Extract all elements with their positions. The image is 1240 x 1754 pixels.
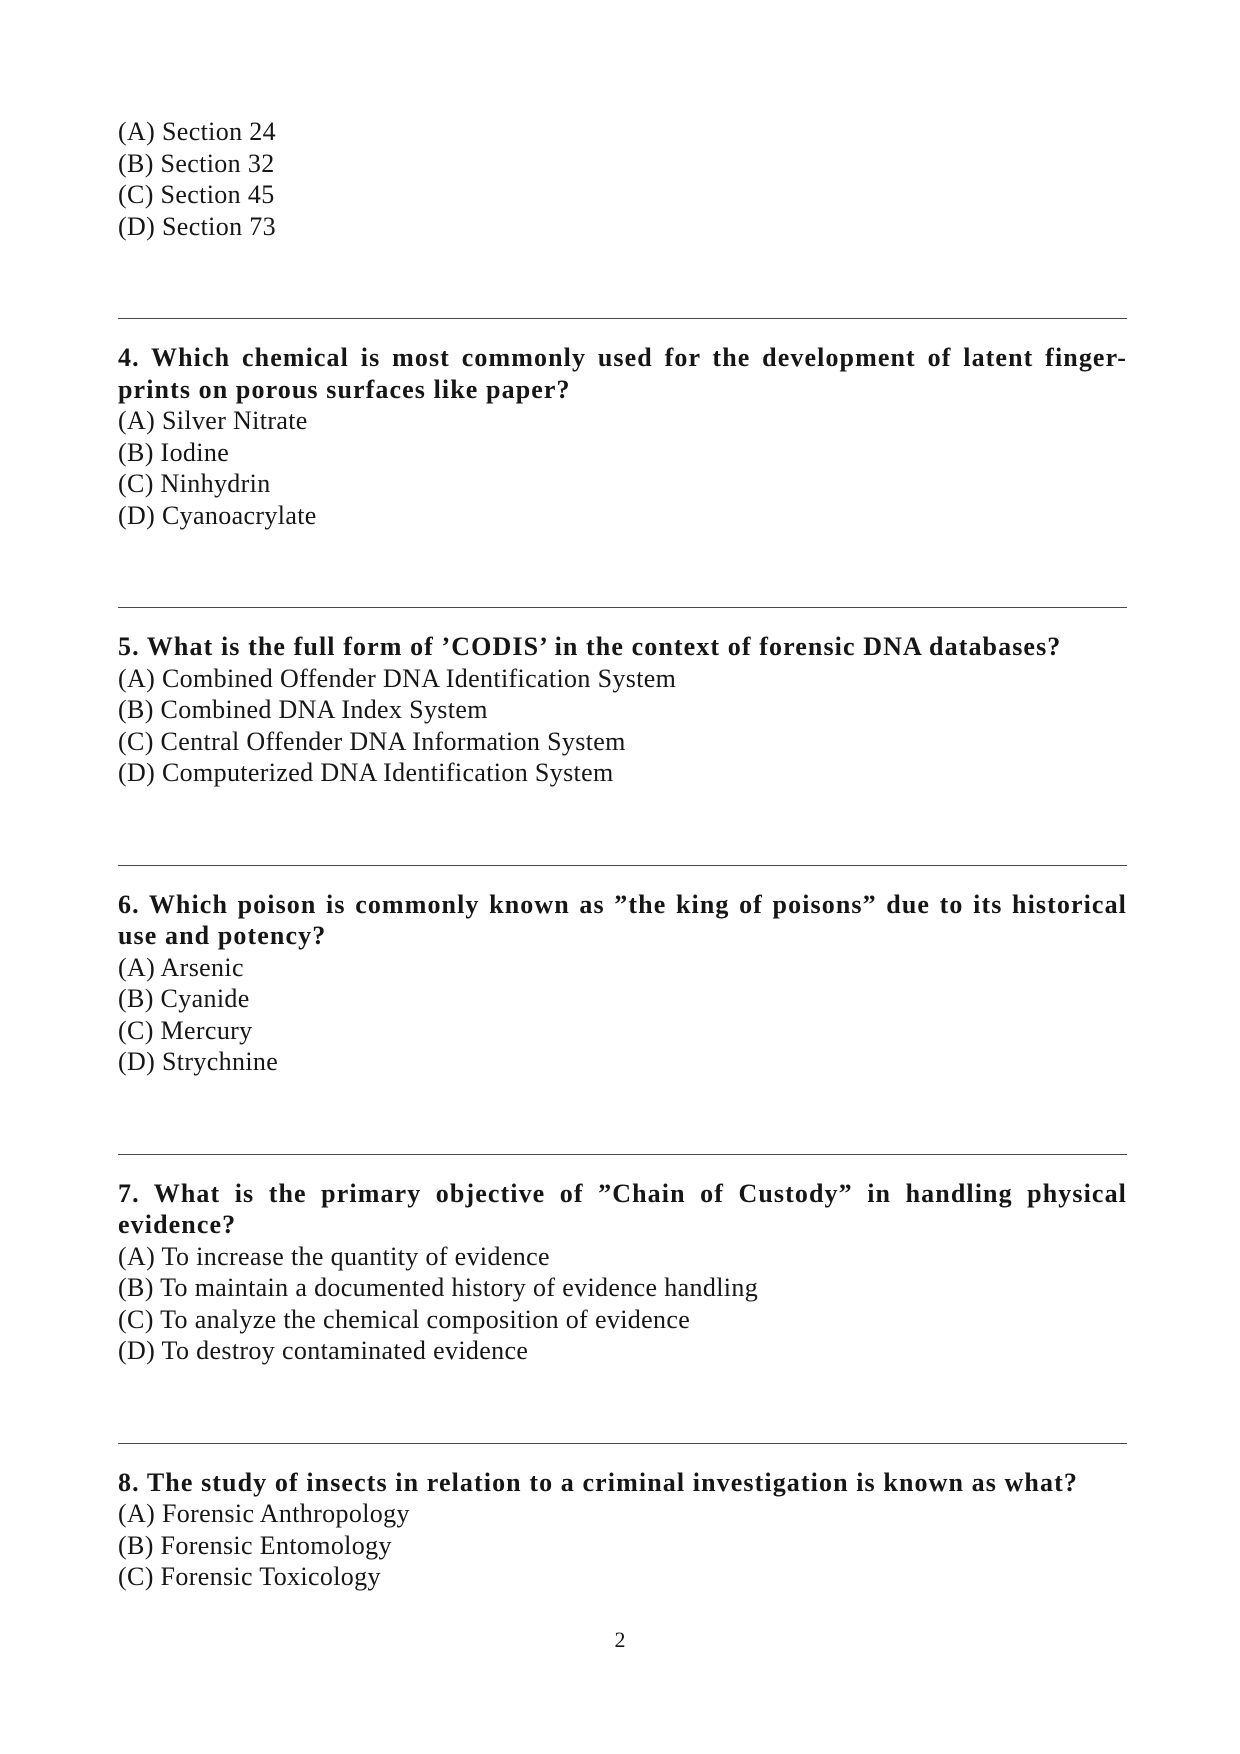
question-title-line: 8. The study of insects in relation to a criminal investigation is known as what? [118, 1467, 1078, 1497]
option-item: (B) To maintain a documented history of evidence handling [118, 1273, 759, 1302]
option-item: (D) Computerized DNA Identification System [118, 758, 614, 787]
option-item: (D) Cyanoacrylate [118, 500, 317, 530]
option-item: (D) To destroy contaminated evidence [118, 1336, 529, 1365]
question-title-line: 6. Which poison is commonly known as ”the king of poisons” due to its historical [118, 889, 1127, 919]
question-title-line: prints on porous surfaces like paper? [118, 374, 571, 404]
option-item: (D) Strychnine [118, 1047, 279, 1076]
question-block-6 [118, 889, 1127, 1078]
section-divider [118, 865, 1127, 866]
section-divider [118, 1443, 1127, 1444]
option-item: (A) Section 24 [118, 117, 276, 146]
question-title [118, 342, 1127, 405]
question-block-5 [118, 631, 1127, 789]
option-item: (B) Forensic Entomology [118, 1530, 392, 1560]
option-item: (C) Ninhydrin [118, 469, 271, 498]
section-divider [118, 318, 1127, 319]
option-item: (A) Forensic Anthropology [118, 1499, 410, 1528]
option-item: (B) Cyanide [118, 984, 250, 1013]
option-item: (B) Section 32 [118, 148, 275, 178]
option-item: (A) To increase the quantity of evidence [118, 1241, 550, 1271]
question-title [118, 631, 1127, 663]
page-content [118, 116, 1127, 1593]
option-item: (B) Combined DNA Index System [118, 695, 488, 724]
question-title-line: 5. What is the full form of ’CODIS’ in the context of forensic DNA databases? [118, 632, 1062, 661]
question-block-8 [118, 1467, 1127, 1593]
previous-question-options [118, 116, 1127, 242]
question-title [118, 1178, 1127, 1241]
options-list [118, 1241, 1127, 1367]
page-number: 2 [614, 1627, 626, 1652]
question-title [118, 1467, 1127, 1499]
question-title-line: use and potency? [118, 921, 327, 950]
option-item: (C) Mercury [118, 1015, 253, 1045]
options-list [118, 952, 1127, 1078]
option-item: (B) Iodine [118, 437, 230, 467]
question-title [118, 889, 1127, 952]
question-title-line: 7. What is the primary objective of ”Chain of Custody” in handling physical [118, 1178, 1127, 1208]
question-title-line: evidence? [118, 1210, 237, 1239]
option-item: (C) To analyze the chemical composition of evidence [118, 1304, 691, 1334]
option-item: (C) Forensic Toxicology [118, 1562, 381, 1591]
section-divider [118, 1154, 1127, 1155]
question-block-7 [118, 1178, 1127, 1367]
options-list [118, 663, 1127, 789]
options-list [118, 1498, 1127, 1593]
option-item: (A) Arsenic [118, 952, 244, 982]
option-item: (D) Section 73 [118, 211, 276, 241]
option-item: (C) Section 45 [118, 180, 275, 209]
section-divider [118, 607, 1127, 608]
question-block-4 [118, 342, 1127, 531]
question-title-line: 4. Which chemical is most commonly used for the development of latent finger- [118, 343, 1127, 372]
option-item: (A) Combined Offender DNA Identification System [118, 663, 677, 693]
option-item: (C) Central Offender DNA Information System [118, 726, 626, 756]
option-item: (A) Silver Nitrate [118, 406, 308, 435]
options-list [118, 405, 1127, 531]
